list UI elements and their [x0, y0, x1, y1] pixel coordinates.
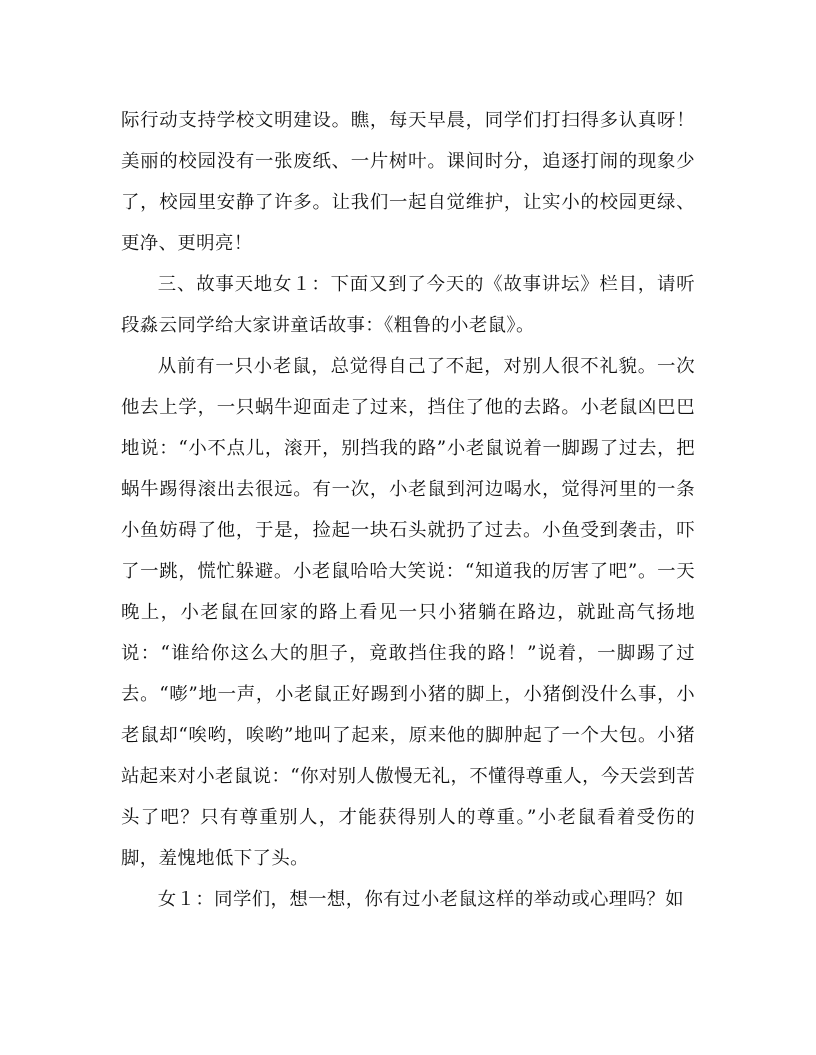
document-body — [121, 100, 695, 920]
paragraph-reflection-question: 女１：同学们，想一想，你有过小老鼠这样的举动或心理吗？如 — [157, 889, 684, 910]
paragraph-rude-mouse-story: 从前有一只小老鼠，总觉得自己了不起，对别人很不礼貌。一次他去上学，一只蜗牛迎面走了过来，挡住了他的去路。小老鼠凶巴巴地说：“小不点儿，滚开，别挡我的路”小老鼠说着一脚踢了过去，把蜗牛踢得滚出去很远。有一次，小老鼠到河边喝水，觉得河里的一条小鱼妨碍了他，于是，捡起一块石头就扔了过去。小鱼受到袭击，吓了一跳，慌忙躲避。小老鼠哈哈大笑说：“知道我的厉害了吧”。一天晚上，小老鼠在回家的路上看见一只小猪躺在路边，就趾高气扬地说：“谁给你这么大的胆子，竟敢挡住我的路！”说着，一脚踢了过去。“嘭”地一声，小老鼠正好踢到小猪的脚上，小猪倒没什么事，小老鼠却“唉哟，唉哟”地叫了起来，原来他的脚肿起了一个大包。小猪站起来对小老鼠说：“你对别人傲慢无礼，不懂得尊重人，今天尝到苦头了吧？只有尊重别人，才能获得别人的尊重。”小老鼠看着受伤的脚，羞愧地低下了头。 — [121, 356, 695, 869]
paragraph-story-introduction: 三、故事天地女１：下面又到了今天的《故事讲坛》栏目，请听段淼云同学给大家讲童话故事：《粗鲁的小老鼠》。 — [121, 274, 695, 336]
paragraph-school-civilization: 际行动支持学校文明建设。瞧，每天早晨，同学们打扫得多认真呀！美丽的校园没有一张废纸、一片树叶。课间时分，追逐打闹的现象少了，校园里安静了许多。让我们一起自觉维护，让实小的校园更绿、更净、更明亮！ — [121, 110, 695, 254]
